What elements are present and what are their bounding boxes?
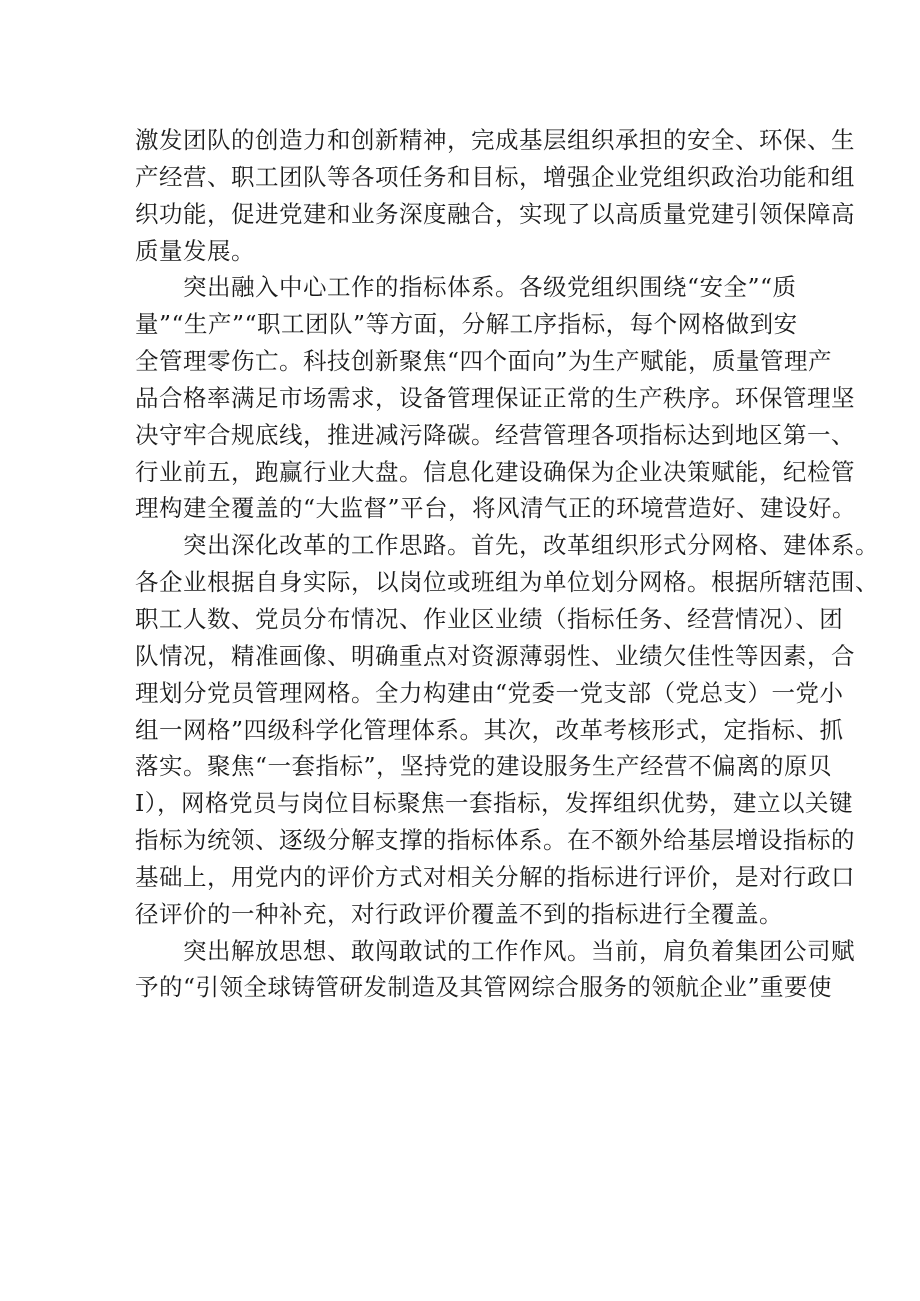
paragraph-continuation (135, 122, 855, 269)
text-line: 突出深化改革的工作思路。首先，改革组织形式分网格、建体系。 (183, 531, 879, 560)
text-line: 落实。聚焦“一套指标”，坚持党的建设服务生产经营不偏离的原贝 (135, 752, 833, 781)
text-line: 质量发展。 (135, 236, 255, 265)
text-line: 决守牢合规底线，推进减污降碳。经营管理各项指标达到地区第一、 (135, 420, 855, 449)
text-line: 队情况，精准画像、明确重点对资源薄弱性、业绩欠佳性等因素，合 (135, 641, 855, 670)
text-line: 突出融入中心工作的指标体系。各级党组织围绕“安全”“质 (183, 273, 797, 302)
text-line: 产经营、职工团队等各项任务和目标，增强企业党组织政治功能和组 (135, 162, 855, 191)
text-line: 职工人数、党员分布情况、作业区业绩（指标任务、经营情况）、团 (135, 604, 844, 633)
paragraph-indicator-system (135, 269, 857, 527)
text-line: 激发团队的创造力和创新精神，完成基层组织承担的安全、环保、生 (135, 126, 855, 154)
text-line: 织功能，促进党建和业务深度融合，实现了以高质量党建引领保障高 (135, 199, 855, 228)
text-line: 突出解放思想、敢闯敢试的工作作风。当前，肩负着集团公司赋 (183, 936, 855, 965)
text-line: 理构建全覆盖的“大监督”平台，将风清气正的环境营造好、建设好。 (135, 494, 857, 523)
text-line: 全管理零伤亡。科技创新聚焦“四个面向”为生产赋能，质量管理产 (135, 347, 833, 376)
text-line: 基础上，用党内的评价方式对相关分解的指标进行评价，是对行政口 (135, 862, 855, 891)
text-line: 量”“生产”“职工团队”等方面，分解工序指标，每个网格做到安 (135, 310, 798, 339)
text-line: 理划分党员管理网格。全力构建由“党委一党支部（党总支）一党小 (135, 678, 844, 707)
text-line: 径评价的一种补充，对行政评价覆盖不到的指标进行全覆盖。 (135, 899, 783, 928)
text-line: I），网格党员与岗位目标聚焦一套指标，发挥组织优势，建立以关键 (135, 789, 854, 818)
paragraph-work-style (135, 933, 855, 1007)
text-line: 各企业根据自身实际，以岗位或班组为单位划分网格。根据所辖范围、 (135, 568, 879, 597)
text-line: 行业前五，跑赢行业大盘。信息化建设确保为企业决策赋能，纪检管 (135, 457, 855, 486)
text-line: 予的“引领全球铸管研发制造及其管网综合服务的领航企业”重要使 (135, 973, 833, 1002)
text-line: 指标为统领、逐级分解支撑的指标体系。在不额外给基层增设指标的 (135, 826, 855, 855)
text-line: 品合格率满足市场需求，设备管理保证正常的生产秩序。环保管理坚 (135, 383, 855, 412)
text-line: 组一网格”四级科学化管理体系。其次，改革考核形式，定指标、抓 (135, 715, 844, 744)
paragraph-reform-approach (135, 527, 879, 932)
document-page (135, 122, 879, 1006)
